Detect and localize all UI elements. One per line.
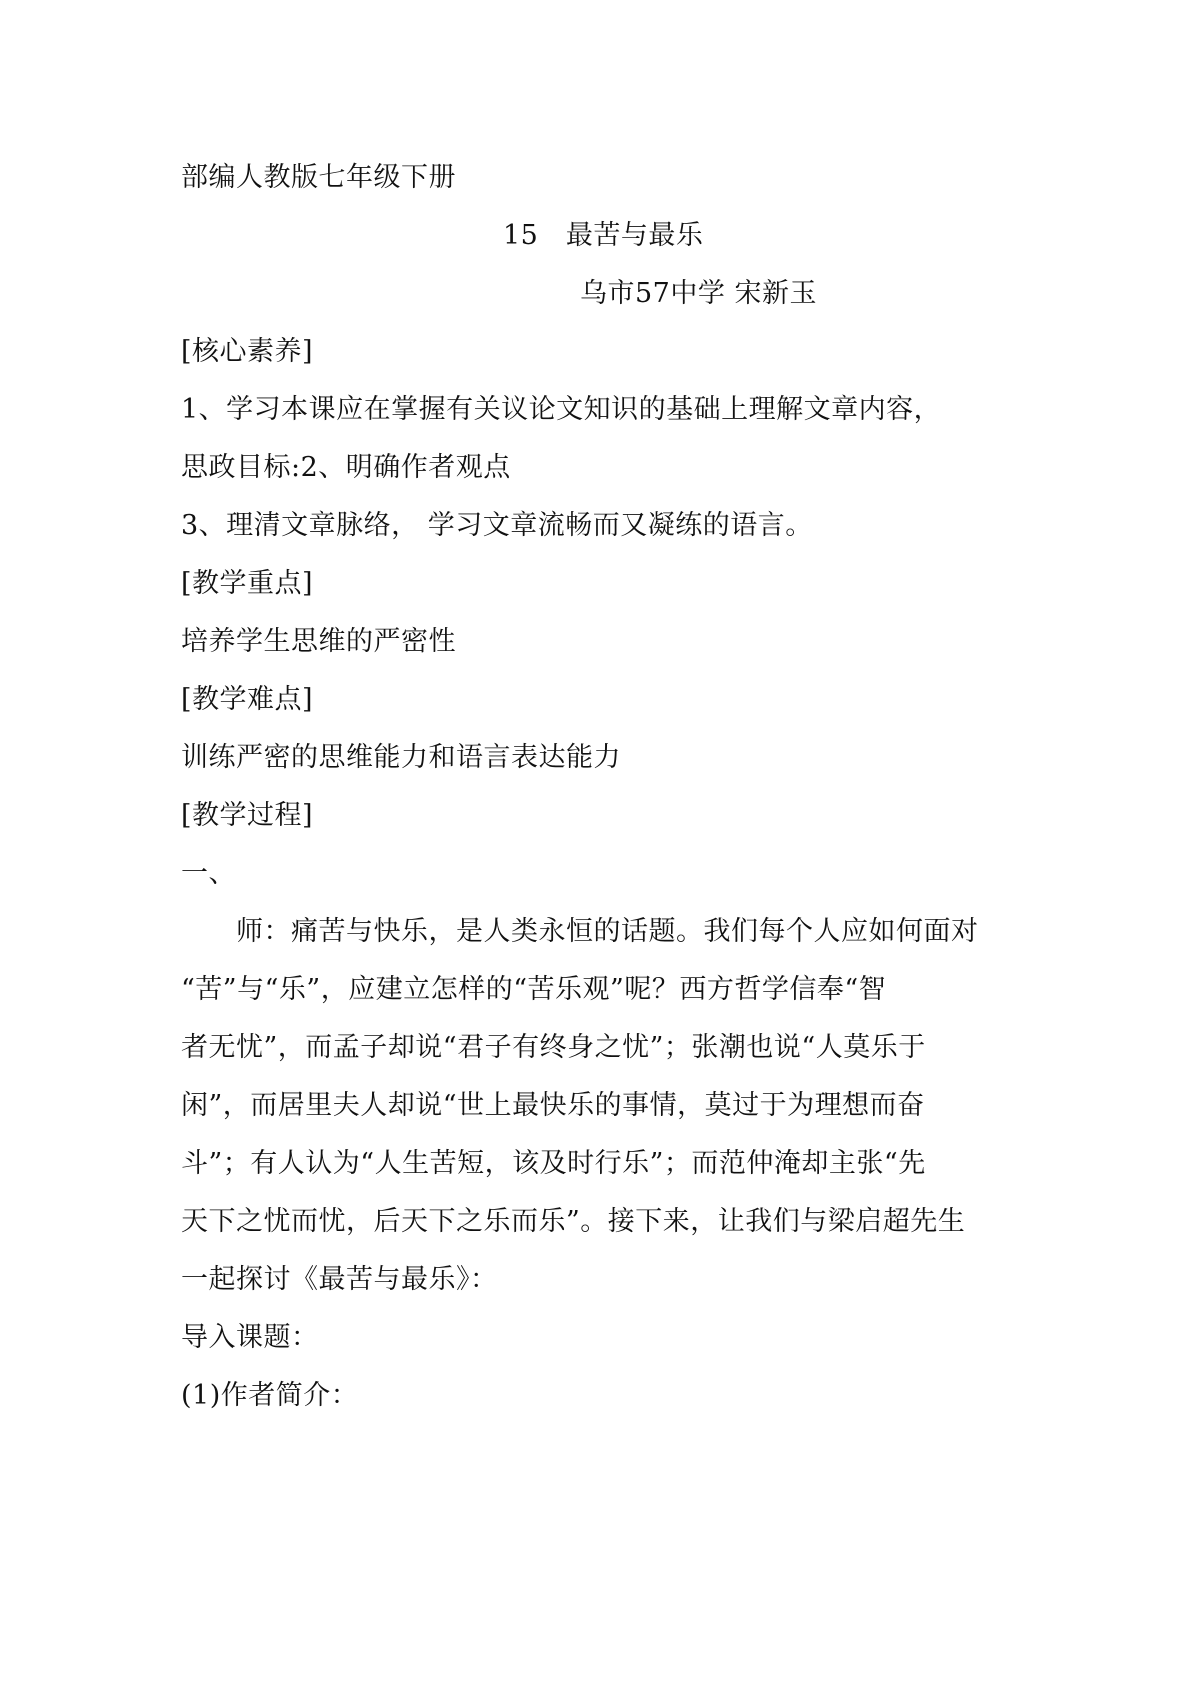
paragraph-line: 一起探讨《最苦与最乐》：: [181, 1264, 498, 1295]
paragraph-line: 师：痛苦与快乐，是人类永恒的话题。我们每个人应如何面对: [236, 916, 979, 947]
paragraph-line: 者无忧”，而孟子却说“君子有终身之忧”；张潮也说“人莫乐于: [181, 1032, 926, 1063]
core-literacy-item-2: 思政目标:2、明确作者观点: [181, 452, 511, 483]
author-line: 乌市57中学 宋新玉: [580, 278, 817, 309]
process-step-one: 一、: [181, 858, 236, 889]
difficult-points-heading: [教学难点]: [181, 684, 314, 715]
intro-label: 导入课题：: [181, 1322, 319, 1353]
lesson-title: 15 最苦与最乐: [503, 220, 704, 251]
textbook-name: 部编人教版七年级下册: [181, 162, 456, 193]
core-literacy-item-1: 1、学习本课应在掌握有关议论文知识的基础上理解文章内容，: [181, 394, 942, 425]
key-points-text: 培养学生思维的严密性: [181, 626, 456, 657]
paragraph-line: 斗”；有人认为“人生苦短，该及时行乐”；而范仲淹却主张“先: [181, 1148, 926, 1179]
paragraph-line: 闲”，而居里夫人却说“世上最快乐的事情，莫过于为理想而奋: [181, 1090, 925, 1121]
paragraph-line: “苦”与“乐”，应建立怎样的“苦乐观”呢？西方哲学信奉“智: [181, 974, 887, 1005]
process-heading: [教学过程]: [181, 800, 314, 831]
core-literacy-heading: [核心素养]: [181, 336, 314, 367]
difficult-points-text: 训练严密的思维能力和语言表达能力: [181, 742, 621, 773]
paragraph-line: 天下之忧而忧，后天下之乐而乐”。接下来，让我们与梁启超先生: [181, 1206, 966, 1237]
author-intro-item: (1)作者简介：: [181, 1380, 359, 1411]
key-points-heading: [教学重点]: [181, 568, 314, 599]
core-literacy-item-3: 3、理清文章脉络， 学习文章流畅而又凝练的语言。: [181, 510, 813, 541]
